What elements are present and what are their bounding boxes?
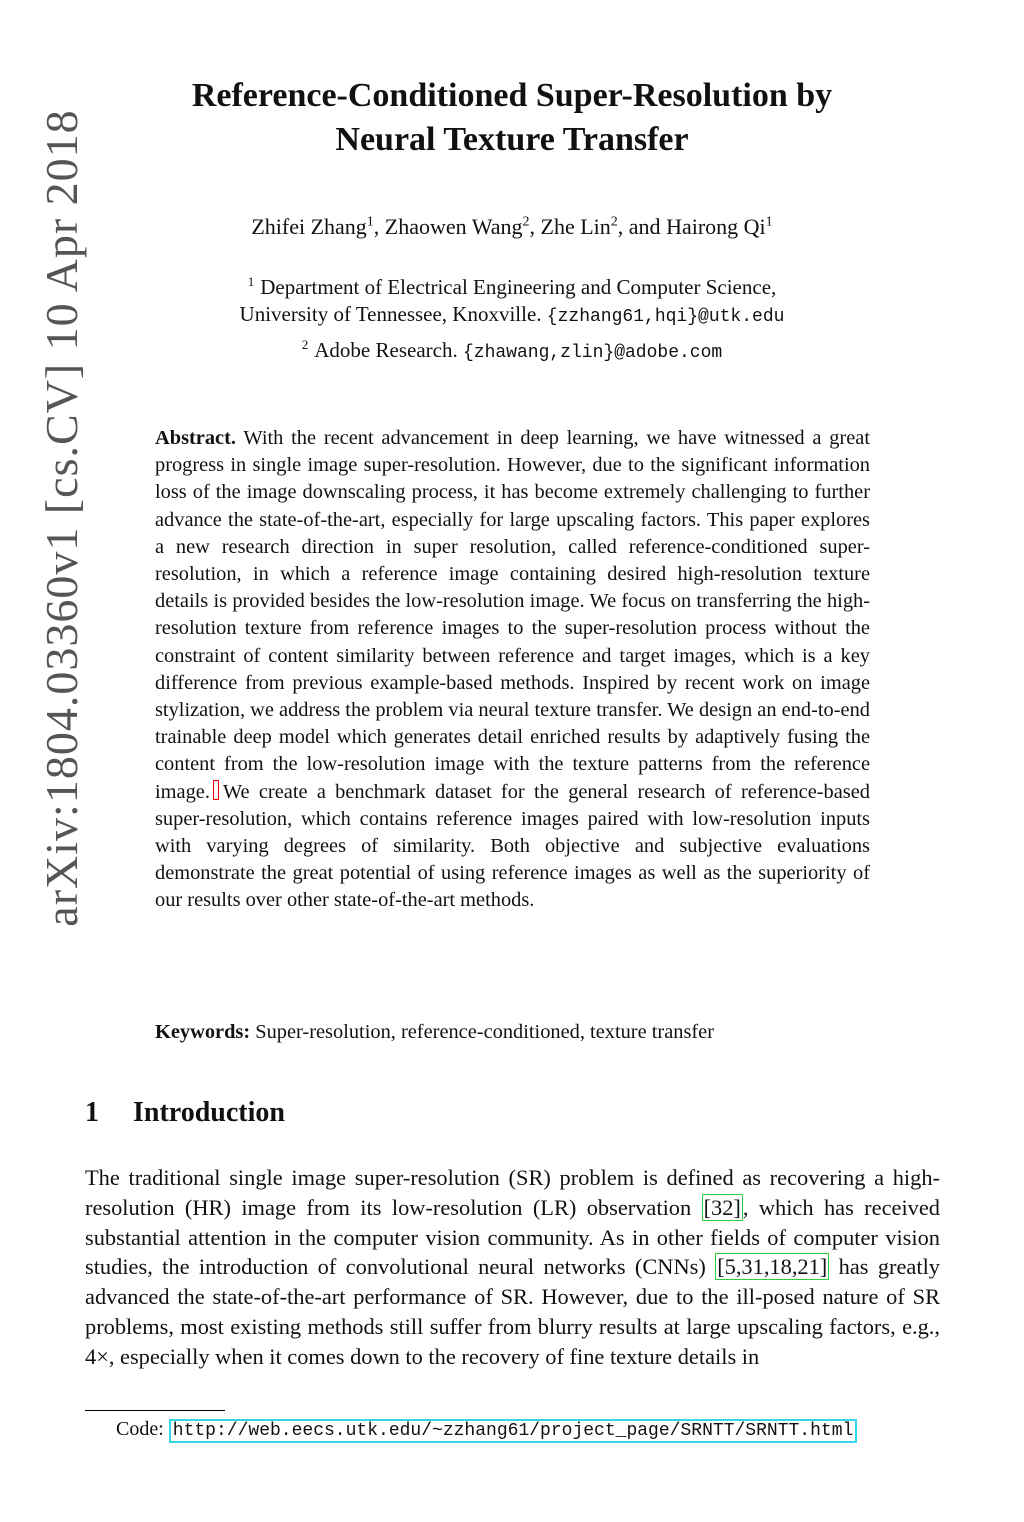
author-name: Zhifei Zhang	[251, 214, 367, 239]
author-separator: ,	[529, 214, 541, 239]
author-list	[100, 214, 924, 240]
affiliation-2	[100, 331, 924, 367]
title-line-1: Reference-Conditioned Super-Resolution by	[191, 77, 833, 114]
keywords	[155, 1021, 870, 1044]
author-affiliation-mark: 1	[366, 214, 374, 230]
intro-text: , which has received substantial attention in the computer vision community. As in other fields of computer vision studies, the introduction of convolutional neural networks (CNNs)	[85, 1194, 940, 1280]
arxiv-identifier: arXiv:1804.03360v1 [cs.CV] 10 Apr 2018	[36, 109, 87, 927]
affiliations	[100, 268, 924, 367]
section-title: Introduction	[133, 1097, 285, 1128]
author-name: Zhaowen Wang	[384, 214, 523, 239]
author-affiliation-mark: 2	[610, 214, 618, 230]
footnote-label: Code:	[116, 1418, 164, 1440]
affiliation-1-line2: University of Tennessee, Knoxville.	[239, 302, 542, 326]
intro-text: has greatly advanced the state-of-the-art performance of SR. However, due to the ill-posed nature of SR problems, most existing methods still suffer from blurry results at large upscaling factors, e.g., 4×, especially when it comes down to the recovery of fine texture details in	[85, 1254, 940, 1369]
code-url-link[interactable]: http://web.eecs.utk.edu/~zzhang61/project_page/SRNTT/SRNTT.html	[169, 1419, 858, 1443]
affiliation-1-second-line	[100, 301, 924, 331]
affiliation-1	[100, 268, 924, 301]
abstract	[155, 425, 870, 915]
author-separator: ,	[373, 214, 385, 239]
abstract-label: Abstract.	[155, 427, 236, 449]
author-name: Zhe Lin	[540, 214, 611, 239]
section-heading	[85, 1097, 285, 1129]
author-affiliation-mark: 2	[522, 214, 530, 230]
affiliation-2-email: {zhawang,zlin}@adobe.com	[462, 343, 723, 363]
footnote	[116, 1418, 857, 1441]
section-number: 1	[85, 1097, 99, 1128]
annotation-marker	[213, 780, 219, 800]
author-affiliation-mark: 1	[765, 214, 773, 230]
author-name: Hairong Qi	[666, 214, 766, 239]
abstract-text-part1: With the recent advancement in deep learning, we have witnessed a great progress in single image super-resolution. However, due to the significant information loss of the image downscaling process, it has become extremely challenging to further advance the state-of-the-art, especially for large upscaling factors. This paper explores a new research direction in super resolution, called reference-conditioned super-resolution, in which a reference image containing desired high-resolution texture details is provided besides the low-resolution image. We focus on transferring the high-resolution texture from reference images to the super-resolution process without the constraint of content similarity between reference and target images, which is a key difference from previous example-based methods. Inspired by recent work on image stylization, we address the problem via neural texture transfer. We design an end-to-end trainable deep model which generates detail enriched results by adaptively fusing the content from the low-resolution image with the texture patterns from the reference image.	[155, 427, 870, 803]
affiliation-number: 1	[247, 274, 255, 289]
paper-title	[100, 74, 924, 162]
affiliation-2-text: Adobe Research.	[314, 338, 458, 362]
affiliation-1-line1: Department of Electrical Engineering and Computer Science,	[260, 275, 777, 299]
title-line-2: Neural Texture Transfer	[335, 121, 689, 158]
keywords-label: Keywords:	[155, 1021, 251, 1043]
intro-text: The traditional single image super-resolution (SR) problem is defined as recovering a high-resolution (HR) image from its low-resolution (LR) observation	[85, 1165, 940, 1220]
introduction-paragraph	[85, 1163, 940, 1372]
citation-link[interactable]: [5,31,18,21]	[717, 1254, 828, 1280]
keywords-text: Super-resolution, reference-conditioned, texture transfer	[255, 1021, 715, 1043]
abstract-text-part2: We create a benchmark dataset for the general research of reference-based super-resolution, which contains reference images paired with low-resolution inputs with varying degrees of similarity. Both objective and subjective evaluations demonstrate the great potential of using reference images as well as the superiority of our results over other state-of-the-art methods.	[155, 780, 870, 912]
author-separator: , and	[617, 214, 667, 239]
citation-link[interactable]: [32]	[703, 1194, 741, 1220]
affiliation-number: 2	[301, 337, 309, 352]
affiliation-1-email: {zzhang61,hqi}@utk.edu	[546, 307, 785, 327]
footnote-divider	[85, 1410, 225, 1411]
